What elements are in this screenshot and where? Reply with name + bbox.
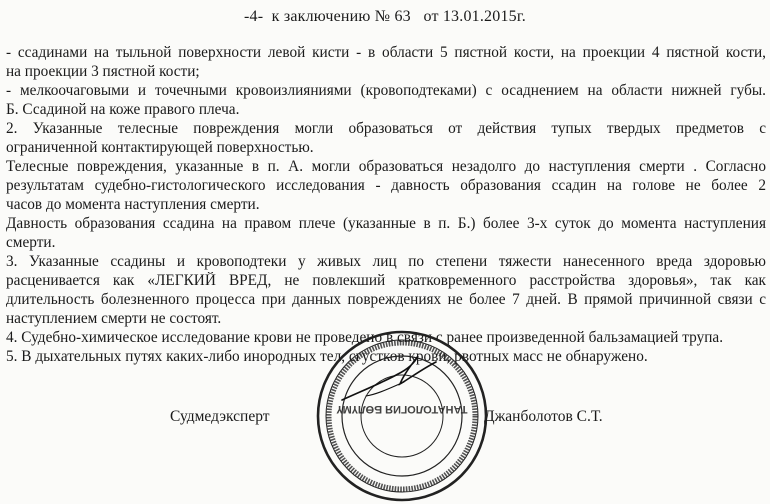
text-line: смерти. <box>6 234 56 251</box>
signer-name: Джанболотов С.Т. <box>484 408 603 425</box>
text-line: 5. В дыхательных путях каких-либо инородных тел, сгустков крови, рвотных масс не обнаружено. <box>6 348 648 365</box>
text-line: длительность болезненного процесса при данных повреждениях не более 7 дней. В прямой причинной связи с <box>6 291 766 308</box>
text-line: 2. Указанные телесные повреждения могли образоваться от действия тупых твердых предметов с <box>6 120 766 137</box>
page-header <box>0 8 770 26</box>
stamp-text: ТАНАТОЛОГИЯ БӨЛҮМҮ <box>336 403 468 415</box>
text-line: расценивается как «ЛЕГКИЙ ВРЕД, не повлекший кратковременного расстройства здоровья», так как <box>6 272 766 289</box>
page-number: -4- <box>243 8 264 25</box>
text-line: - мелкоочаговыми и точечными кровоизлияниями (кровоподтеками) с осаднением на области нижней губы. <box>6 82 766 99</box>
official-stamp <box>314 328 490 504</box>
text-line: часов до момента наступления смерти. <box>6 196 260 213</box>
text-line: Давность образования ссадина на правом плече (указанные в п. Б.) более 3-х суток до момента наступления <box>6 215 766 232</box>
conclusion-date: от 13.01.2015г. <box>423 8 527 25</box>
text-line: результатам судебно-гистологического исследования - давность образования ссадин на голове не более 2 <box>6 177 766 194</box>
conclusion-reference: к заключению № 63 <box>271 8 411 25</box>
text-line: - ссадинами на тыльной поверхности левой кисти - в области 5 пястной кости, на проекции 4 пястной кости, <box>6 44 766 61</box>
text-line: Б. Ссадиной на коже правого плеча. <box>6 101 240 118</box>
text-line: на проекции 3 пястной кости; <box>6 63 200 80</box>
signer-role: Судмедэксперт <box>170 408 270 425</box>
text-line: 3. Указанные ссадины и кровоподтеки у живых лиц по степени тяжести нанесенного вреда здоровью <box>6 253 766 270</box>
text-line: наступлением смерти не состоят. <box>6 310 222 327</box>
text-line: Телесные повреждения, указанные в п. А. могли образоваться незадолго до наступления смерти . Согласно <box>6 158 766 175</box>
text-line: 4. Судебно-химическое исследование крови не проведено в связи с ранее произведенной бальзамацией трупа. <box>6 329 724 346</box>
text-line: ограниченной контактирующей поверхностью. <box>6 139 314 156</box>
